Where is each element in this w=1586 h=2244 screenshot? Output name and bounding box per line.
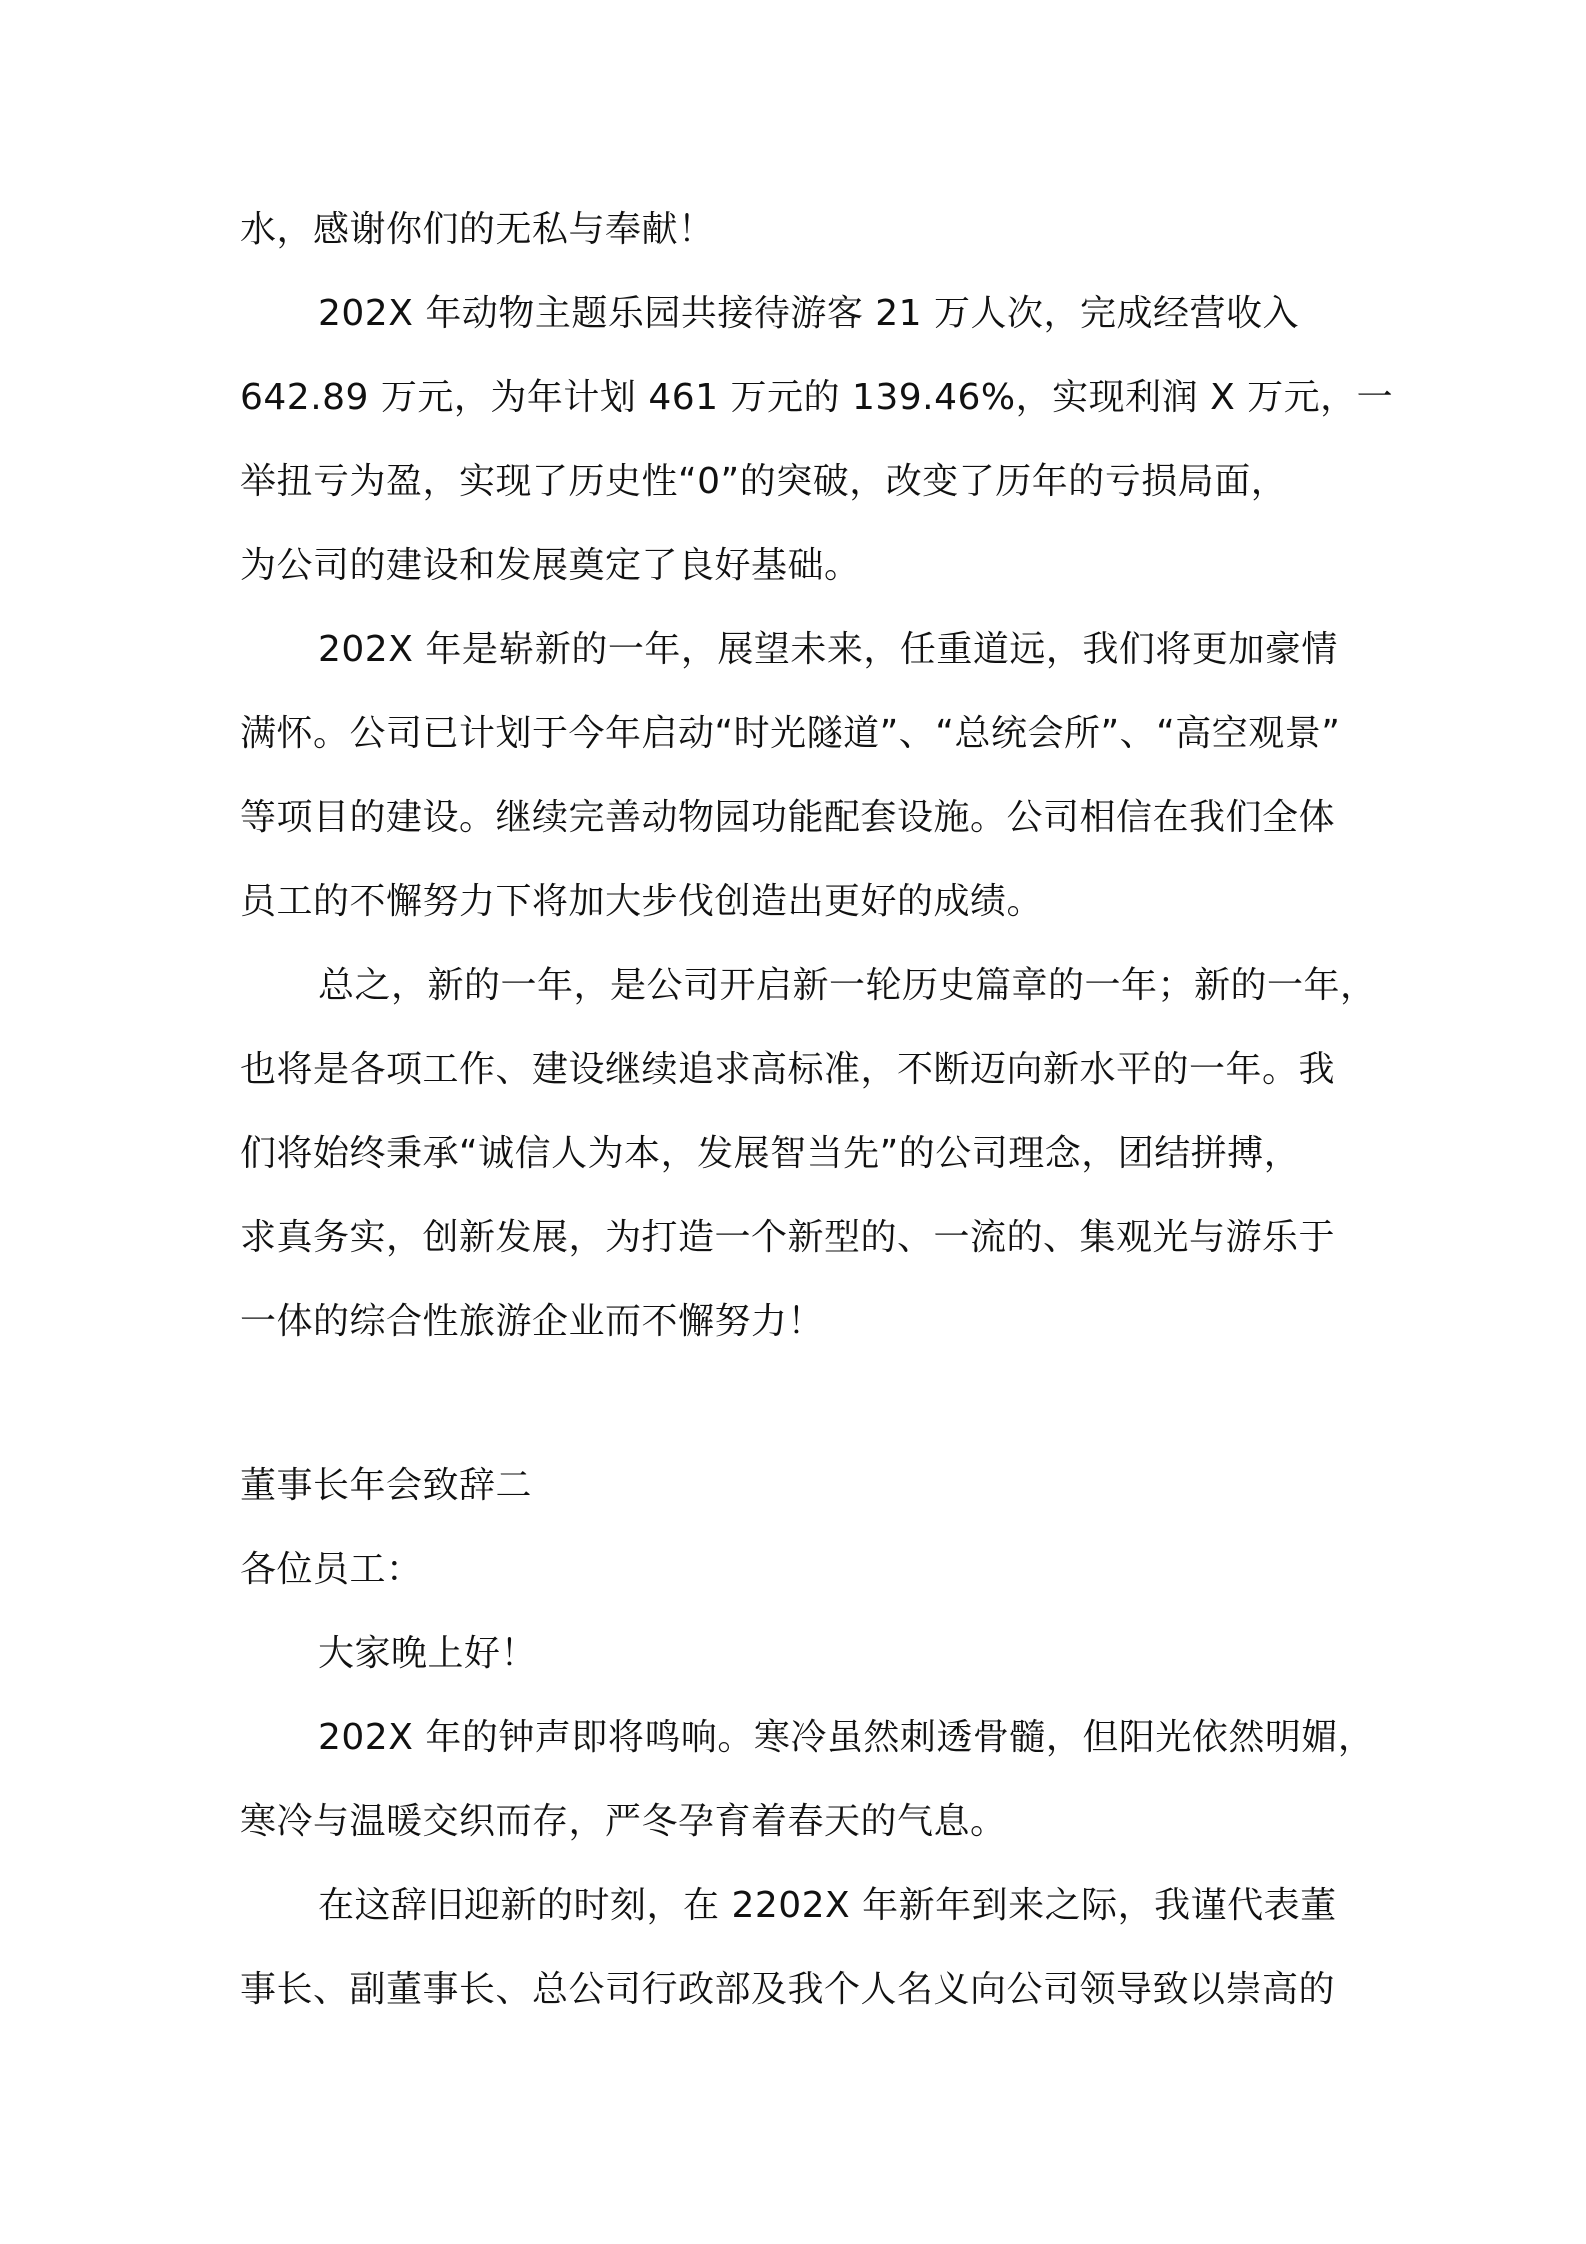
section-title: 董事长年会致辞二 [240, 1465, 533, 1506]
text-line: 们将始终秉承“诚信人为本，发展智当先”的公司理念，团结拼搏， [240, 1133, 1301, 1174]
text-line: 等项目的建设。继续完善动物园功能配套设施。公司相信在我们全体 [240, 797, 1336, 838]
salutation: 各位员工： [240, 1549, 423, 1590]
text-line: 总之，新的一年，是公司开启新一轮历史篇章的一年；新的一年， [318, 965, 1377, 1006]
text-line: 水，感谢你们的无私与奉献！ [240, 209, 715, 250]
text-line: 员工的不懈努力下将加大步伐创造出更好的成绩。 [240, 881, 1044, 922]
text-line: 为公司的建设和发展奠定了良好基础。 [240, 545, 861, 586]
text-line: 求真务实，创新发展，为打造一个新型的、一流的、集观光与游乐于 [240, 1217, 1336, 1258]
greeting: 大家晚上好！ [318, 1633, 538, 1674]
text-line: 202X 年的钟声即将鸣响。寒冷虽然刺透骨髓，但阳光依然明媚， [318, 1717, 1375, 1758]
text-line: 事长、副董事长、总公司行政部及我个人名义向公司领导致以崇高的 [240, 1969, 1336, 2010]
text-line: 202X 年是崭新的一年，展望未来，任重道远，我们将更加豪情 [318, 629, 1338, 670]
text-line: 满怀。公司已计划于今年启动“时光隧道”、“总统会所”、“高空观景” [240, 713, 1341, 754]
text-line: 举扭亏为盈，实现了历史性“0”的突破，改变了历年的亏损局面， [240, 461, 1288, 502]
text-line: 在这辞旧迎新的时刻，在 2202X 年新年到来之际，我谨代表董 [318, 1885, 1337, 1926]
text-line: 一体的综合性旅游企业而不懈努力！ [240, 1301, 825, 1342]
text-line: 寒冷与温暖交织而存，严冬孕育着春天的气息。 [240, 1801, 1007, 1842]
text-line: 642.89 万元，为年计划 461 万元的 139.46%，实现利润 X 万元，一 [240, 377, 1394, 418]
text-line: 也将是各项工作、建设继续追求高标准，不断迈向新水平的一年。我 [240, 1049, 1336, 1090]
text-line: 202X 年动物主题乐园共接待游客 21 万人次，完成经营收入 [318, 293, 1300, 334]
